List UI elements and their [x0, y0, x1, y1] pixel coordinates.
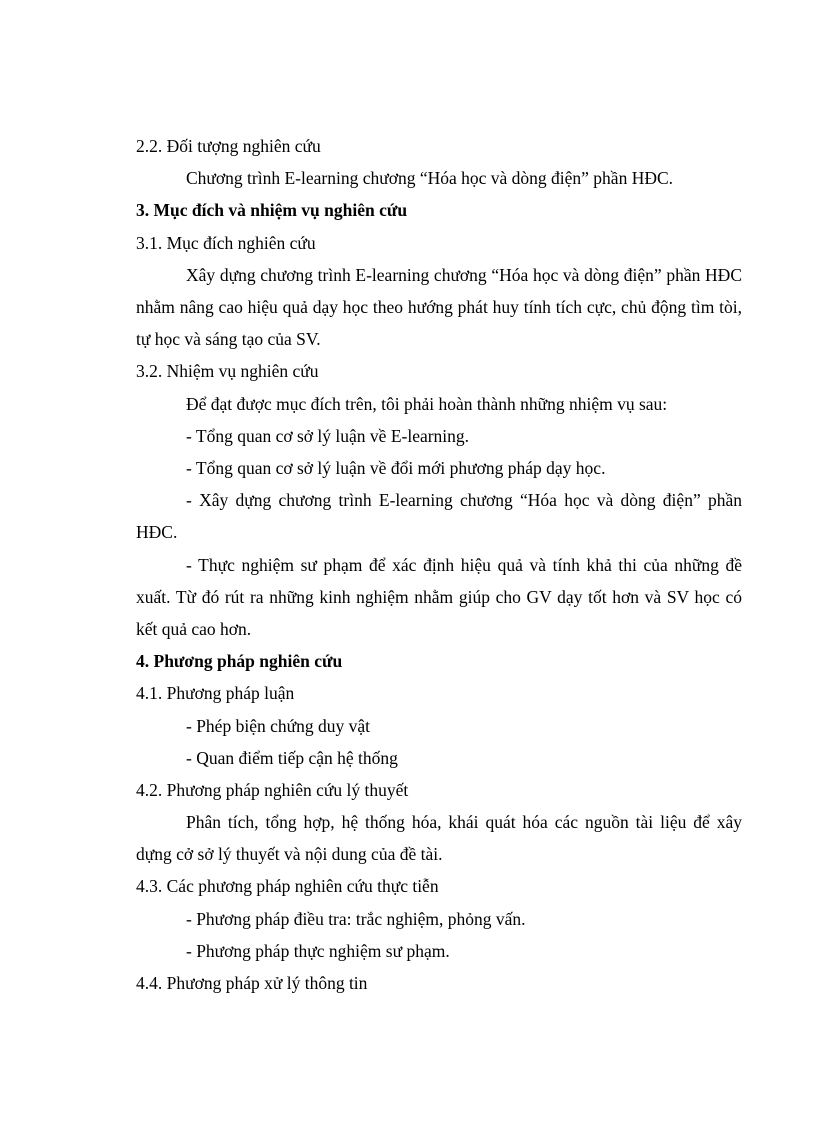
section-4-2-body: Phân tích, tổng hợp, hệ thống hóa, khái quát hóa các nguồn tài liệu để xây dựng cở sở lý thuyết và nội dung của đề tài. — [136, 812, 742, 865]
section-3-2-heading: 3.2. Nhiệm vụ nghiên cứu — [136, 361, 319, 382]
section-4-2-heading: 4.2. Phương pháp nghiên cứu lý thuyết — [136, 779, 409, 800]
section-4-heading: 4. Phương pháp nghiên cứu — [136, 651, 343, 672]
section-2-2-heading: 2.2. Đối tượng nghiên cứu — [136, 136, 321, 156]
section-4-1-item-2: - Quan điểm tiếp cận hệ thống — [186, 747, 398, 768]
section-4-3-item-1: - Phương pháp điều tra: trắc nghiệm, phỏng vấn. — [186, 908, 526, 929]
section-4-4-heading: 4.4. Phương pháp xử lý thông tin — [136, 973, 368, 994]
section-4-3-item-2: - Phương pháp thực nghiệm sư phạm. — [186, 940, 450, 961]
section-3-2-item-4: - Thực nghiệm sư phạm để xác định hiệu quả và tính khả thi của những đề xuất. Từ đó rút ra những kinh nghiệm nhằm giúp cho GV dạy tốt hơn và SV học có kết quả cao hơn. — [136, 554, 742, 639]
document-body — [136, 130, 742, 999]
section-2-2-body: Chương trình E-learning chương “Hóa học và dòng điện” phần HĐC. — [186, 168, 674, 189]
section-3-2-intro: Để đạt được mục đích trên, tôi phải hoàn thành những nhiệm vụ sau: — [186, 393, 668, 414]
section-3-2-item-1: - Tổng quan cơ sở lý luận về E-learning. — [186, 425, 470, 446]
section-4-1-item-1: - Phép biện chứng duy vật — [186, 715, 370, 736]
section-3-1-body: Xây dựng chương trình E-learning chương “Hóa học và dòng điện” phần HĐC nhằm nâng cao hiệu quả dạy học theo hướng phát huy tính tích cực, chủ động tìm tòi, tự học và sáng tạo của SV. — [136, 264, 742, 350]
section-3-2-item-3: - Xây dựng chương trình E-learning chương “Hóa học và dòng điện” phần HĐC. — [136, 490, 742, 543]
section-4-3-heading: 4.3. Các phương pháp nghiên cứu thực tiễn — [136, 876, 439, 897]
section-4-1-heading: 4.1. Phương pháp luận — [136, 683, 295, 704]
section-3-heading: 3. Mục đích và nhiệm vụ nghiên cứu — [136, 200, 408, 221]
section-3-2-item-2: - Tổng quan cơ sở lý luận về đổi mới phương pháp dạy học. — [186, 457, 606, 478]
section-3-1-heading: 3.1. Mục đích nghiên cứu — [136, 232, 316, 253]
